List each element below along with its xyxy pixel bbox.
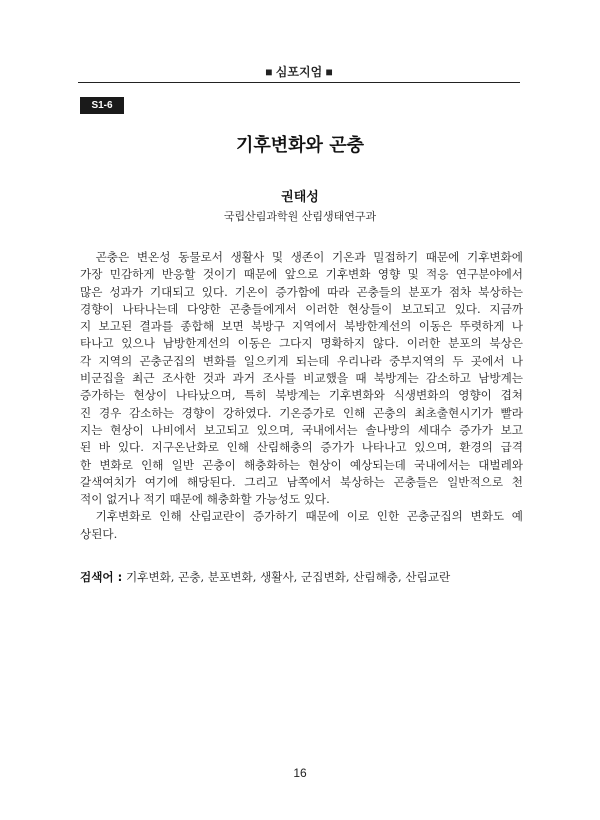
abstract-line: 적이 없거나 적기 때문에 해충화할 가능성도 있다. <box>80 492 330 507</box>
author-name: 권태성 <box>281 190 319 205</box>
header-rule <box>78 82 520 83</box>
keywords <box>80 569 523 585</box>
header-label: ■ 심포지엄 ■ <box>265 65 333 79</box>
keywords-label: 검색어 : <box>80 570 123 584</box>
abstract-line: 상된다. <box>80 526 118 541</box>
page-number: 16 <box>293 766 307 780</box>
abstract-line: 기후변화로 인해 산림교란이 증가하기 때문에 이로 인한 곤충군집의 변화도 예 <box>80 509 523 524</box>
abstract-line: 가장 민감하게 반응할 것이기 때문에 앞으로 기후변화 영향 및 적응 연구분야에서 <box>80 267 523 282</box>
abstract-line: 각 지역의 곤충군집의 변화를 일으키게 되는데 우리나라 중부지역의 두 곳에서 나 <box>80 353 523 368</box>
abstract-line: 지는 현상이 나비에서 보고되고 있으며, 국내에서는 솔나방의 세대수 증가가 보고 <box>80 422 523 437</box>
abstract-line: 곤충은 변온성 동물로서 생활사 및 생존이 기온과 밀접하기 때문에 기후변화에 <box>80 250 523 264</box>
abstract-line: 비군집을 최근 조사한 것과 과거 조사를 비교했을 때 북방계는 감소하고 남방계는 <box>80 371 523 386</box>
running-header <box>78 58 520 82</box>
keywords-text: 기후변화, 곤충, 분포변화, 생활사, 군집변화, 산림해충, 산림교란 <box>122 570 451 584</box>
abstract-line: 증가하는 현상이 나타났으며, 특히 북방계는 기후변화와 식생변화의 영향이 겹쳐 <box>80 388 523 403</box>
session-code-badge: S1-6 <box>80 97 124 114</box>
paper-title: 기후변화와 곤충 <box>236 135 364 156</box>
abstract-line: 많은 성과가 기대되고 있다. 기온이 증가함에 따라 곤충들의 분포가 점차 북상하는 <box>80 284 523 299</box>
abstract-line: 타나고 있으나 남방한계선의 이동은 그다지 명확하지 않다. 이러한 분포의 북상은 <box>80 336 523 351</box>
abstract-body <box>80 249 523 543</box>
abstract-line: 갈색여치가 여기에 해당된다. 그리고 남쪽에서 북상하는 곤충들은 일반적으로 천 <box>80 474 523 489</box>
author-affiliation: 국립산림과학원 산림생태연구과 <box>223 210 377 223</box>
abstract-line: 진 경우 감소하는 경향이 강하였다. 기온증가로 인해 곤충의 최초출현시기가 빨라 <box>80 405 523 420</box>
abstract-line: 된 바 있다. 지구온난화로 인해 산림해충의 증가가 나타나고 있으며, 환경의 급격 <box>80 440 523 455</box>
abstract-line: 지 보고된 결과를 종합해 보면 북방구 지역에서 북방한계선의 이동은 뚜렷하게 나 <box>80 319 523 334</box>
abstract-line: 한 변화로 인해 일반 곤충이 해충화하는 현상이 예상되는데 국내에서는 대벌레와 <box>80 457 523 472</box>
abstract-line: 경향이 나타나는데 다양한 곤충들에게서 이러한 현상들이 보고되고 있다. 지금까 <box>80 301 523 316</box>
